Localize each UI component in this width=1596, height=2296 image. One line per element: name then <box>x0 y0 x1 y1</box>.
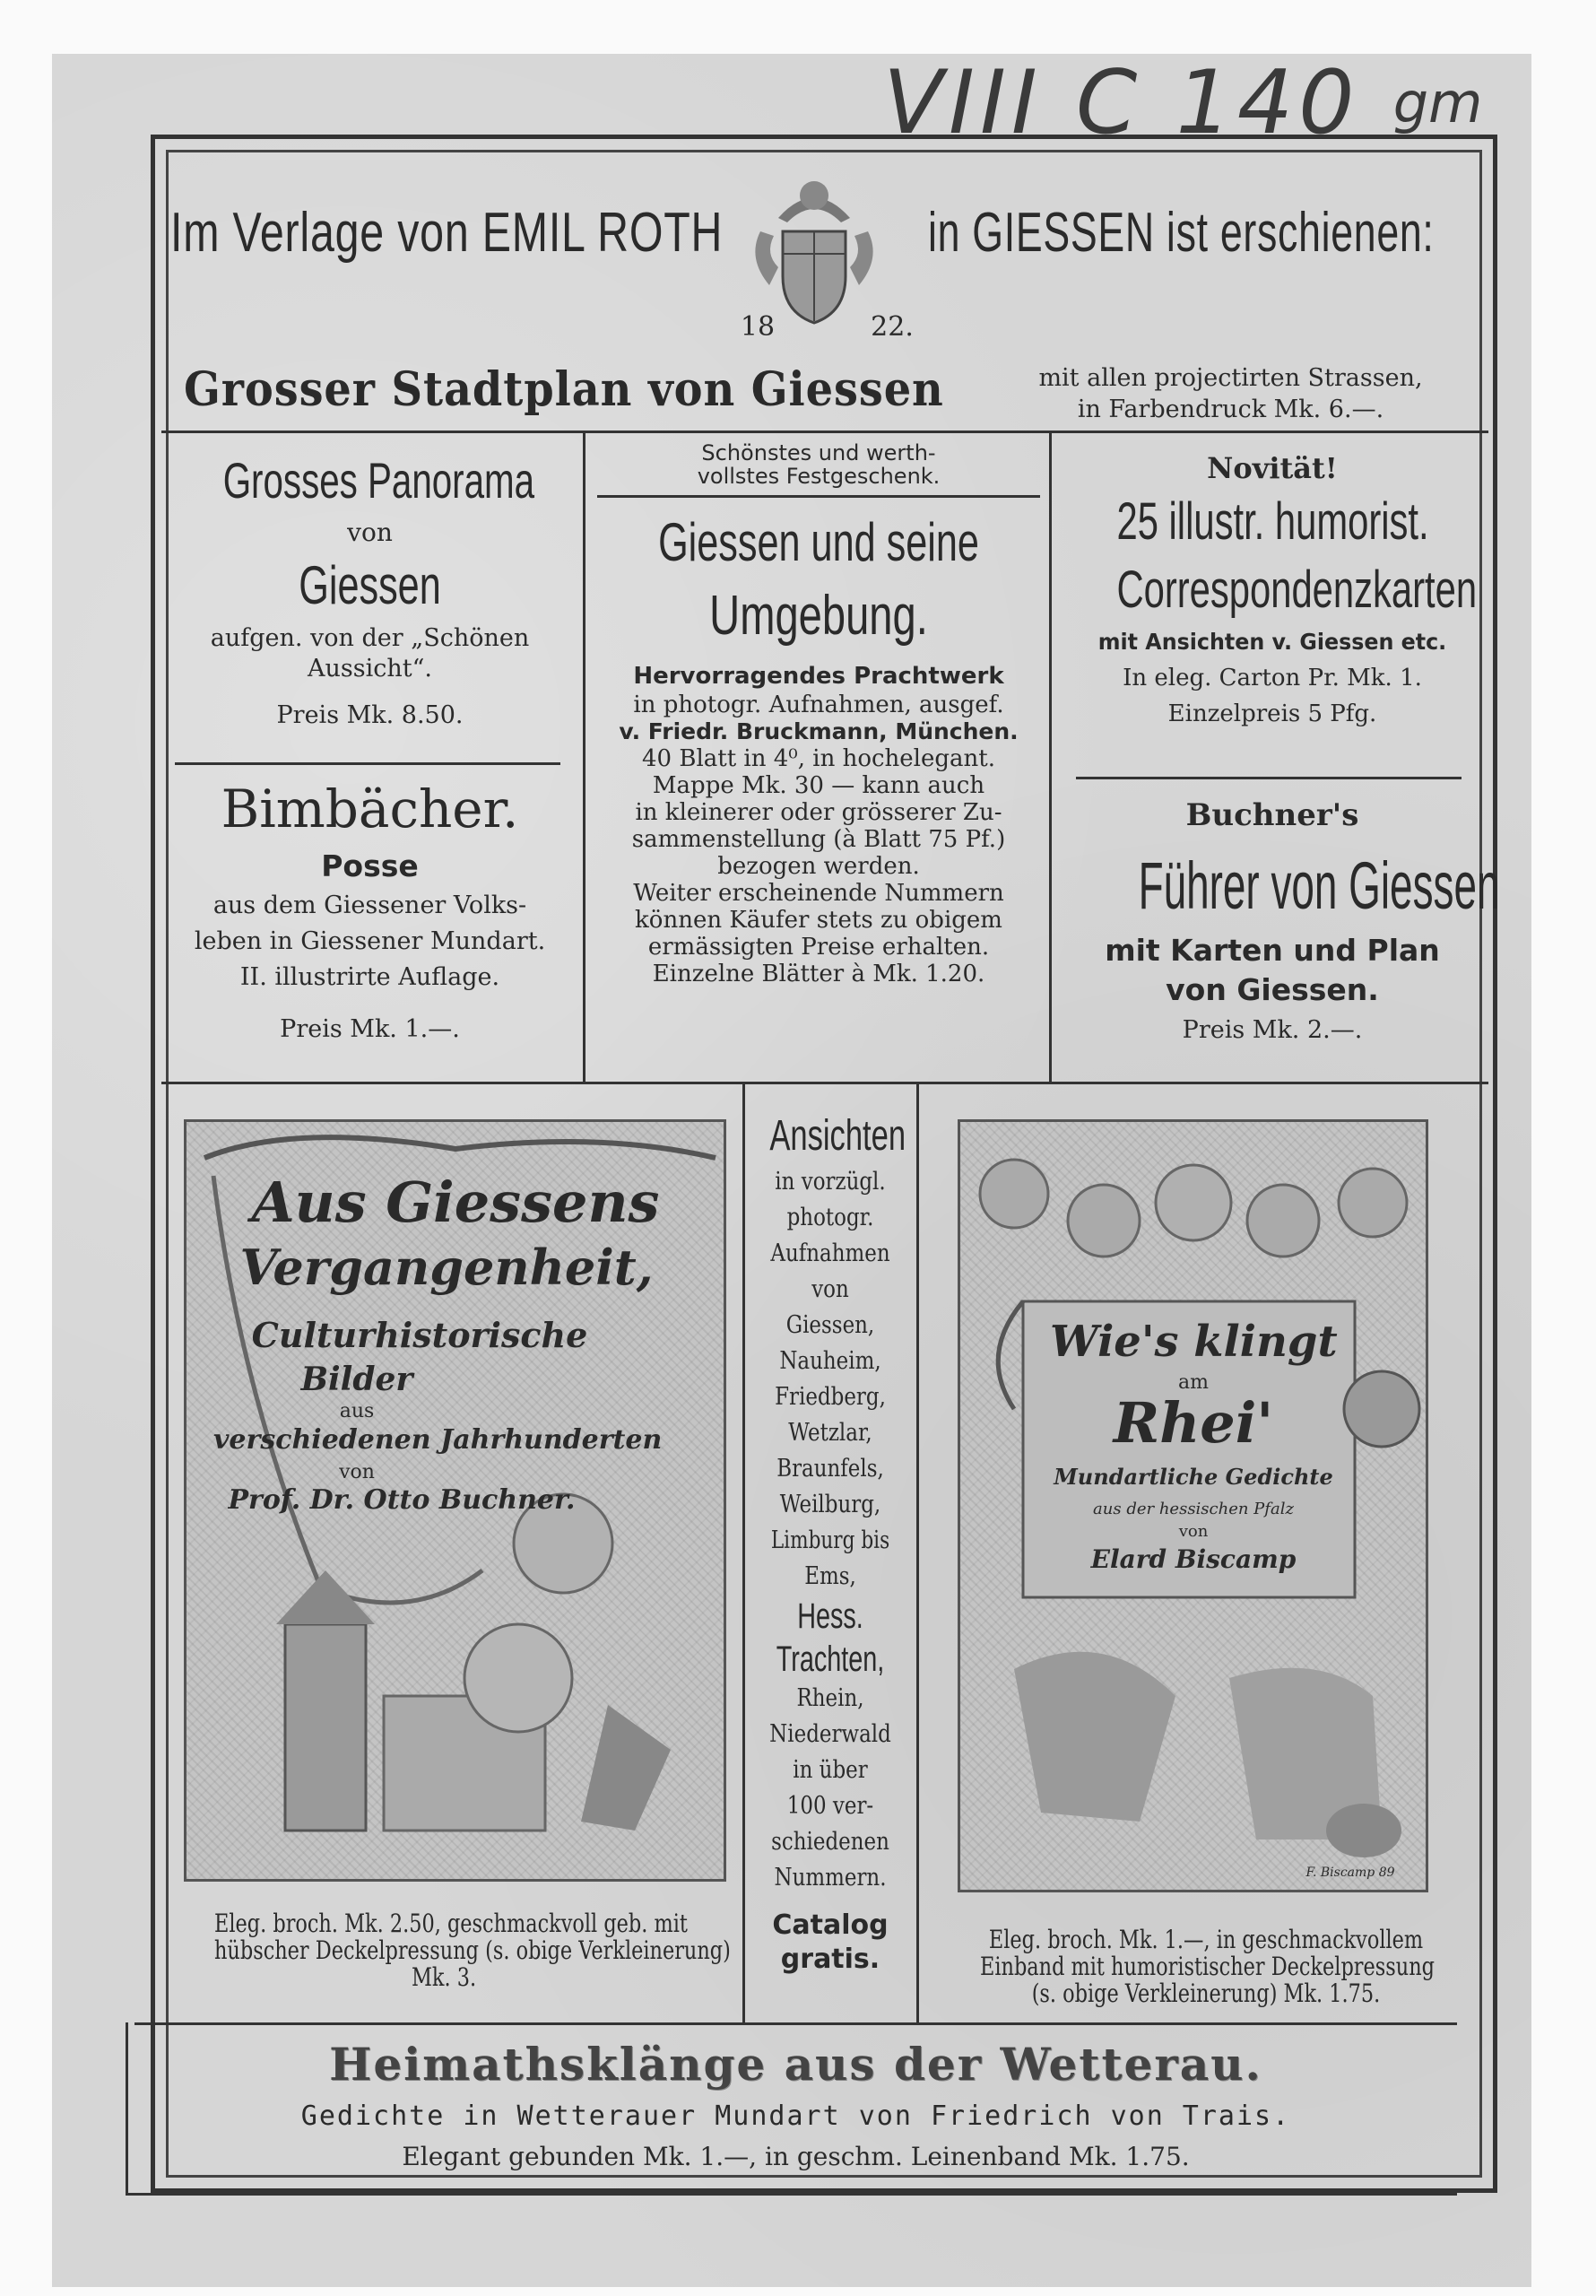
footer-line1: Gedichte in Wetterauer Mundart von Friedrich von Trais. <box>300 2100 1291 2132</box>
vergangenheit-sub5: von <box>339 1461 375 1483</box>
rhei-title1: Wie's klingt <box>1050 1317 1338 1367</box>
novitat-line2: In eleg. Carton Pr. Mk. 1. <box>1123 665 1422 691</box>
bimbacher-line1: aus dem Giessener Volks- <box>213 891 527 919</box>
footer-line2: Elegant gebunden Mk. 1.—, in geschm. Leinenband Mk. 1.75. <box>402 2142 1190 2171</box>
panorama-von: von <box>347 517 393 547</box>
ansichten-line-6: Friedberg, <box>775 1383 886 1411</box>
panorama-block <box>166 444 574 731</box>
fuhrer-block <box>1056 789 1500 1051</box>
fuhrer-line2: von Giessen. <box>1166 972 1379 1007</box>
panorama-price: Preis Mk. 8.50. <box>276 701 464 729</box>
umgebung-line-0: in photogr. Aufnahmen, ausgef. <box>633 691 1004 718</box>
divider-novitat <box>1076 777 1462 779</box>
bimbacher-title: Bimbächer. <box>221 778 519 839</box>
shelfmark-sup: gm <box>1392 70 1483 135</box>
umgebung-line-5: sammenstellung (à Blatt 75 Pf.) <box>631 826 1006 853</box>
umgebung-kicker2: vollstes Festgeschenk. <box>697 464 941 489</box>
fuhrer-name: Buchner's <box>1185 797 1359 833</box>
umgebung-line-10: Einzelne Blätter à Mk. 1.20. <box>652 961 985 987</box>
vergangenheit-price-line3: Mk. 3. <box>411 1962 477 1992</box>
umgebung-line-1: v. Friedr. Bruckmann, München. <box>619 718 1019 744</box>
ansichten-hess1: Hess. <box>797 1596 863 1636</box>
umgebung-kicker-rule <box>597 495 1040 498</box>
stadtplan-line2: in Farbendruck Mk. 6.—. <box>1077 396 1384 423</box>
ansichten-line-8: Braunfels, <box>776 1455 884 1483</box>
novitat-label: Novität! <box>1207 451 1338 485</box>
umgebung-line-8: können Käufer stets zu obigem <box>635 907 1002 934</box>
vergangenheit-price-line1: Eleg. broch. Mk. 2.50, geschmackvoll geb. mit <box>214 1909 688 1938</box>
umgebung-line-4: in kleinerer oder grösserer Zu- <box>635 799 1002 826</box>
ansichten-line-2: Aufnahmen <box>770 1239 890 1267</box>
umgebung-kicker1: Schönstes und werth- <box>701 440 936 465</box>
umgebung-line-7: Weiter erscheinende Nummern <box>633 880 1004 907</box>
rhei-title2: Rhei' <box>1113 1390 1274 1456</box>
panorama-place: Giessen <box>299 555 441 615</box>
vergangenheit-author: Prof. Dr. Otto Buchner. <box>228 1484 576 1516</box>
umgebung-lead: Hervorragendes Prachtwerk <box>633 663 1004 690</box>
bimbacher-price: Preis Mk. 1.—. <box>280 1015 460 1043</box>
vergangenheit-sub3: aus <box>339 1400 375 1422</box>
umgebung-line-9: ermässigten Preise erhalten. <box>647 934 990 961</box>
rhei-sub3: von <box>1178 1522 1209 1541</box>
bimbacher-line2: leben in Giessener Mundart. <box>194 927 546 955</box>
ansichten-line2-5: Nummern. <box>774 1864 887 1892</box>
rhei-price <box>924 1926 1488 2007</box>
divider-col-1 <box>583 430 585 1083</box>
ansichten-line-1: photogr. <box>786 1204 874 1231</box>
rhei-price-line1: Eleg. broch. Mk. 1.—, in geschmackvollem <box>988 1925 1424 1954</box>
vergangenheit-price-line2: hübscher Deckelpressung (s. obige Verkleinerung) <box>214 1935 731 1965</box>
ansichten-line-9: Weilburg, <box>779 1491 881 1518</box>
novitat-line1: mit Ansichten v. Giessen etc. <box>1097 629 1447 655</box>
umgebung-block <box>590 441 1047 987</box>
ansichten-line-0: in vorzügl. <box>775 1168 886 1196</box>
footer-title: Heimathsklänge aus der Wetterau. <box>329 2038 1262 2091</box>
vergangenheit-cover-illustration <box>184 1119 726 1882</box>
coat-of-arms-icon <box>742 169 886 330</box>
divider-header <box>161 430 1488 433</box>
ansichten-line2-1: Niederwald <box>769 1720 891 1748</box>
rhei-sub1: Mundartliche Gedichte <box>1054 1464 1333 1490</box>
ansichten-line2-2: in über <box>793 1756 868 1784</box>
fuhrer-line1: mit Karten und Plan <box>1105 933 1440 968</box>
stadtplan-title: Grosser Stadtplan von Giessen <box>184 362 944 417</box>
fuhrer-title: Führer von Giessen <box>1138 848 1500 923</box>
vergangenheit-title2: Vergangenheit, <box>239 1239 654 1296</box>
vergangenheit-sub4: verschiedenen Jahrhunderten <box>213 1424 663 1456</box>
rhei-price-line2: Einband mit humoristischer Deckelpressung <box>980 1952 1435 1981</box>
divider-col-3 <box>742 1082 745 2023</box>
fuhrer-price: Preis Mk. 2.—. <box>1182 1016 1363 1044</box>
panorama-title: Grosses Panorama <box>222 452 535 509</box>
vergangenheit-title1: Aus Giessens <box>251 1170 660 1235</box>
panorama-line1: aufgen. von der „Schönen <box>210 624 530 652</box>
header-right: in GIESSEN ist erschienen: <box>928 202 1435 264</box>
panorama-line2: Aussicht“. <box>308 655 432 683</box>
ansichten-line2-0: Rhein, <box>796 1684 864 1712</box>
shelfmark-main: VIII C 140 <box>883 52 1360 154</box>
umgebung-line-6: bezogen werden. <box>717 853 920 880</box>
vergangenheit-sub1: Culturhistorische <box>251 1315 588 1355</box>
vergangenheit-sub2: Bilder <box>300 1361 413 1398</box>
novitat-line3: Einzelpreis 5 Pfg. <box>1167 700 1377 727</box>
bimbacher-block <box>166 773 574 1048</box>
ansichten-catalog1: Catalog <box>772 1909 889 1941</box>
ansichten-block <box>746 1109 915 1977</box>
ansichten-catalog2: gratis. <box>780 1944 880 1975</box>
ansichten-line-4: Giessen, <box>785 1311 875 1339</box>
ansichten-line-3: von <box>811 1275 849 1303</box>
ansichten-line-10: Limburg bis <box>770 1526 890 1554</box>
vergangenheit-price <box>157 1910 731 1991</box>
stadtplan-line1: mit allen projectirten Strassen, <box>1038 364 1423 392</box>
rhei-am: am <box>1178 1371 1209 1394</box>
year-right: 22. <box>871 311 914 343</box>
rhei-price-line3: (s. obige Verkleinerung) Mk. 1.75. <box>1031 1979 1381 2008</box>
bimbacher-subtitle: Posse <box>321 848 419 883</box>
ansichten-title: Ansichten <box>769 1112 906 1160</box>
divider-row2 <box>161 1082 1488 1084</box>
umgebung-title2: Umgebung. <box>709 585 928 647</box>
bimbacher-line3: II. illustrirte Auflage. <box>239 963 500 991</box>
divider-col-4 <box>916 1082 919 2023</box>
ansichten-line-7: Wetzlar, <box>788 1419 872 1447</box>
ansichten-line-5: Nauheim, <box>779 1347 881 1375</box>
umgebung-title1: Giessen und seine <box>658 512 979 572</box>
rhei-author: Elard Biscamp <box>1090 1544 1297 1574</box>
header-left: Im Verlage von EMIL ROTH <box>170 202 724 264</box>
rhei-signature: F. Biscamp 89 <box>1305 1866 1395 1880</box>
rhei-cover-illustration <box>958 1119 1428 1892</box>
rhei-sub2: aus der hessischen Pfalz <box>1093 1500 1294 1518</box>
footer-left-rule <box>126 2022 128 2196</box>
year-left: 18 <box>740 311 776 343</box>
ansichten-line2-3: 100 ver- <box>786 1792 874 1820</box>
novitat-title1: 25 illustr. humorist. <box>1116 492 1429 551</box>
umgebung-line-2: 40 Blatt in 4⁰, in hochelegant. <box>642 745 995 772</box>
umgebung-line-3: Mappe Mk. 30 — kann auch <box>652 772 985 799</box>
novitat-block <box>1056 448 1488 732</box>
divider-col-2 <box>1049 430 1052 1083</box>
novitat-title2: Correspondenzkarten <box>1116 561 1478 619</box>
ansichten-line2-4: schiedenen <box>771 1828 889 1856</box>
ansichten-hess2: Trachten, <box>776 1639 885 1679</box>
divider-footer-low <box>126 2193 1457 2196</box>
divider-footer <box>134 2022 1457 2025</box>
ansichten-line-11: Ems, <box>804 1562 856 1590</box>
divider-panorama <box>175 762 560 765</box>
